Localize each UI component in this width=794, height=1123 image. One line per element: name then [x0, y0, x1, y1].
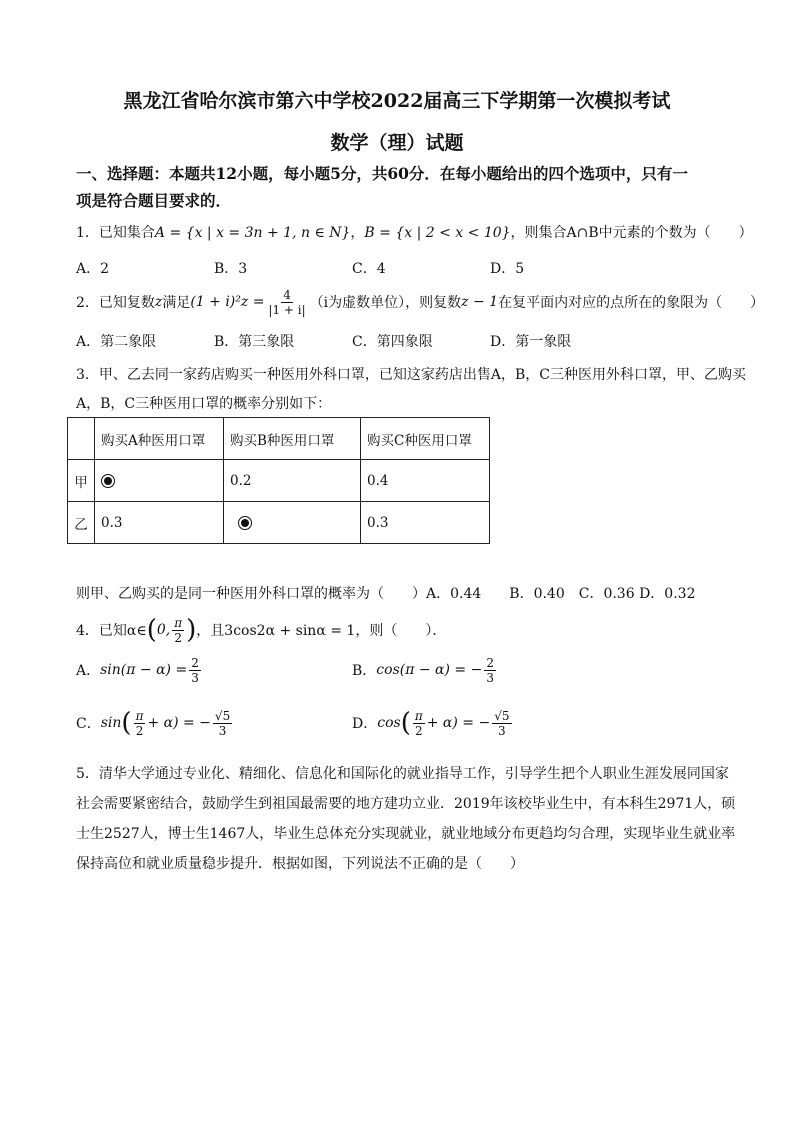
q4-option-b-label: B．: [352, 663, 377, 679]
question-3-line1: 3．甲、乙去同一家药店购买一种医用外科口罩，已知这家药店出售A，B，C三种医用外科口罩，甲、乙购买: [76, 367, 747, 383]
header-mask-b: 购买B种医用口罩: [224, 418, 361, 460]
section-header-line1: 一、选择题：本题共12小题，每小题5分，共60分．在每小题给出的四个选项中，只有一: [76, 164, 688, 183]
q1-set-a: A = {x | x = 3n + 1, n ∈ N}: [154, 225, 351, 241]
q4-option-a-den: 3: [191, 670, 199, 685]
q4-option-c: [76, 704, 234, 742]
q2-note: （i为虚数单位），则复数: [309, 295, 462, 311]
q2-fraction: [266, 288, 307, 317]
question-2: [76, 284, 764, 320]
question-5-line1: 5．清华大学通过专业化、精细化、信息化和国际化的就业指导工作，引导学生把个人职业生涯发展同国家: [76, 766, 729, 782]
q4-option-c-frac: [213, 709, 232, 738]
question-3-line2: A，B，C三种医用口罩的概率分别如下：: [76, 396, 332, 412]
table-row: [68, 502, 490, 544]
header-mask-a: 购买A种医用口罩: [95, 418, 224, 460]
q1-option-d: D．5: [490, 261, 525, 277]
q4-option-c-fn: sin: [100, 715, 122, 731]
question-3-prompt: 则甲、乙购买的是同一种医用外科口罩的概率为（ ）A．0.44 B．0.40 C．0.36 D．0.32: [76, 586, 696, 602]
q4-option-a-num: 2: [191, 655, 199, 670]
q4-option-d-fn: cos: [377, 715, 401, 731]
q1-option-a: A．2: [76, 261, 110, 277]
q4-option-d-pi: [413, 709, 425, 738]
q4-option-d-pi-num: π: [414, 708, 423, 723]
row-label-jia: 甲: [68, 460, 95, 502]
row-label-yi: 乙: [68, 502, 95, 544]
q4-option-a-frac: [189, 656, 201, 685]
q4-option-d-num: √5: [494, 708, 510, 723]
q4-option-c-label: C．: [76, 716, 101, 732]
q2-frac-num: 4: [283, 287, 291, 302]
q4-option-c-pi-den: 2: [135, 723, 144, 738]
q4-option-b: [352, 652, 498, 688]
exam-title: 黑龙江省哈尔滨市第六中学校2022届高三下学期第一次模拟考试: [123, 90, 671, 112]
table-header-row: [68, 418, 490, 460]
q4-option-d-den: 3: [498, 723, 506, 738]
paren-open: (: [121, 708, 132, 738]
filled-circle-icon: [238, 516, 252, 530]
q4-option-a-label: A．: [76, 663, 101, 679]
q2-option-d: D．第一象限: [490, 334, 572, 350]
q4-option-b-den: 3: [486, 670, 494, 685]
header-mask-c: 购买C种医用口罩: [361, 418, 490, 460]
q4-option-c-rest: + α) = −: [147, 715, 211, 731]
question-5-line3: 士生2527人，博士生1467人，毕业生总体充分实现就业，就业地域分布更趋均匀合理，实现毕业生就业率: [76, 826, 736, 842]
q2-z: z: [154, 294, 163, 310]
question-4: [76, 612, 446, 648]
filled-circle-icon: [101, 474, 115, 488]
q2-frac-den: |1 + i|: [268, 302, 306, 317]
q2-expr: z − 1: [461, 294, 499, 310]
cell-yi-c: 0.3: [361, 502, 490, 544]
q1-prefix: 1．已知集合: [76, 225, 155, 241]
q4-fraction: [172, 616, 184, 645]
table-row: [68, 460, 490, 502]
q2-suffix: 在复平面内对应的点所在的象限为（ ）: [498, 295, 765, 311]
q2-option-a: A．第二象限: [76, 334, 157, 350]
cell-yi-b: [224, 502, 361, 544]
q4-option-c-num: √5: [214, 708, 231, 723]
cell-jia-a: [95, 460, 224, 502]
q4-frac-den: 2: [174, 630, 183, 645]
question-5-line4: 保持高位和就业质量稳步提升．根据如图，下列说法不正确的是（ ）: [76, 856, 524, 872]
q4-option-d-pi-den: 2: [414, 723, 423, 738]
q2-option-b: B．第三象限: [214, 334, 295, 350]
q4-frac-num: π: [174, 615, 183, 630]
table-corner-cell: [68, 418, 95, 460]
q2-lhs: (1 + i)²z =: [190, 294, 265, 310]
q2-mid: 满足: [162, 295, 191, 311]
q4-interval-left: 0,: [156, 622, 171, 638]
q4-mid: ，且3cos2α + sinα = 1，则（ ）．: [196, 623, 447, 639]
paren-open: (: [400, 708, 411, 738]
q4-option-b-expr: cos(π − α) = −: [376, 662, 483, 678]
q1-option-c: C．4: [352, 261, 386, 277]
q4-prefix: 4．已知α∈: [76, 623, 147, 639]
question-5-line2: 社会需要紧密结合，鼓励学生到祖国最需要的地方建功立业．2019年该校毕业生中，有本科生2971人，硕: [76, 796, 736, 812]
cell-yi-a: 0.3: [95, 502, 224, 544]
q1-suffix: ，则集合A∩B中元素的个数为（ ）: [510, 225, 753, 241]
q4-option-a: [76, 652, 203, 688]
q4-option-c-den: 3: [218, 723, 227, 738]
probability-table: [67, 417, 490, 544]
q4-option-b-frac: [484, 656, 496, 685]
q4-option-a-expr: sin(π − α) =: [100, 662, 188, 678]
q2-option-c: C．第四象限: [352, 334, 433, 350]
question-1: [76, 222, 753, 242]
q1-set-b: B = {x | 2 < x < 10}: [364, 225, 511, 241]
section-header-line2: 项是符合题目要求的．: [76, 191, 232, 210]
paren-open: (: [146, 615, 157, 645]
q4-option-d: [352, 704, 514, 742]
q4-option-d-frac: [492, 709, 511, 738]
q4-option-c-pi-num: π: [135, 708, 144, 723]
cell-jia-b: 0.2: [224, 460, 361, 502]
q4-option-b-num: 2: [486, 655, 494, 670]
q4-option-d-label: D．: [352, 716, 378, 732]
q2-prefix: 2．已知复数: [76, 295, 155, 311]
cell-jia-c: 0.4: [361, 460, 490, 502]
paren-close: ): [186, 615, 197, 645]
exam-subtitle: 数学（理）试题: [330, 132, 464, 154]
q1-option-b: B．3: [214, 261, 248, 277]
q4-option-d-rest: + α) = −: [426, 715, 491, 731]
q1-sep: ，: [350, 225, 365, 241]
q4-option-c-pi: [134, 709, 146, 738]
